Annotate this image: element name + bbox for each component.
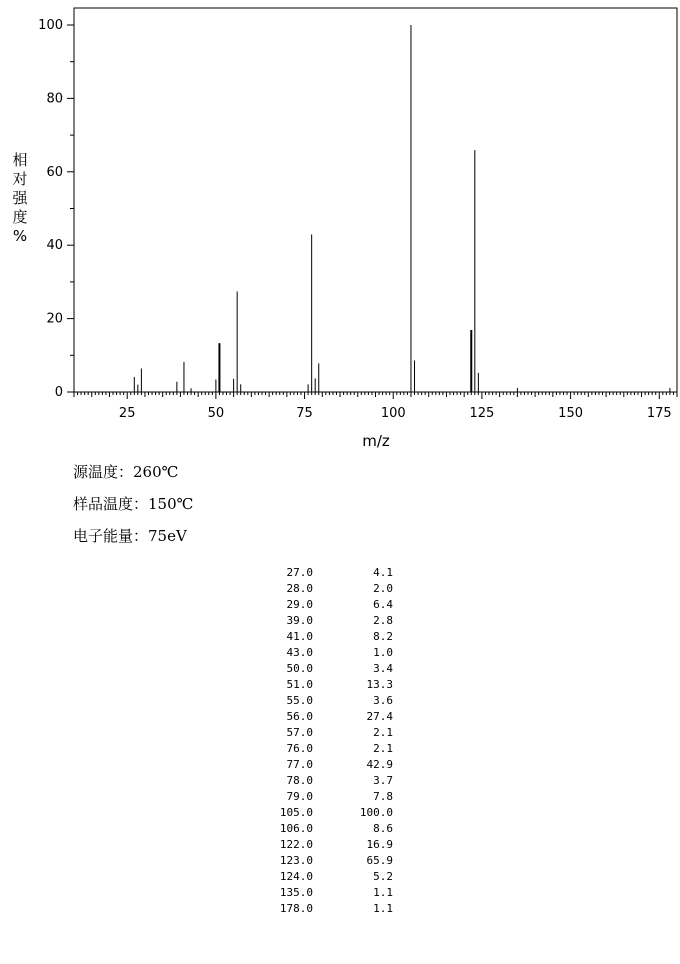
x-tick-label: 150: [558, 406, 584, 421]
peak-row: [258, 837, 393, 853]
peak-intensity: 3.7: [373, 774, 393, 787]
x-tick-label: 125: [469, 406, 495, 421]
peak-mz: 28.0: [286, 582, 313, 595]
y-axis-label: [12, 151, 28, 245]
y-axis-label-char: 对: [12, 170, 28, 188]
peak-intensity: 100.0: [359, 806, 393, 819]
y-axis-label-char: 相: [12, 151, 28, 169]
peak-mz: 27.0: [286, 566, 313, 579]
peak-mz: 39.0: [286, 614, 313, 627]
peak-table: [258, 565, 393, 917]
x-tick-label: 25: [118, 406, 136, 421]
peak-row: [258, 565, 393, 581]
peak-mz: 76.0: [286, 742, 313, 755]
peak-row: [258, 757, 393, 773]
y-tick-label: 60: [46, 164, 63, 180]
peak-row: [258, 773, 393, 789]
peak-mz: 43.0: [286, 646, 313, 659]
source-temperature: 源温度：260℃: [73, 463, 179, 481]
peak-row: [258, 613, 393, 629]
peak-mz: 105.0: [279, 806, 313, 819]
peak-row: [258, 853, 393, 869]
x-axis-label: m/z: [362, 432, 390, 450]
peak-intensity: 7.8: [373, 790, 393, 803]
y-axis-label-char: 度: [12, 208, 28, 226]
peak-mz: 57.0: [286, 726, 313, 739]
x-tick-label: 100: [380, 406, 406, 421]
y-tick-label: 20: [46, 311, 63, 327]
y-axis-label-char: 强: [12, 189, 28, 207]
peak-mz: 135.0: [279, 886, 313, 899]
peak-mz: 78.0: [286, 774, 313, 787]
peak-row: [258, 869, 393, 885]
peak-row: [258, 693, 393, 709]
peak-row: [258, 901, 393, 917]
sample-temperature: 样品温度：150℃: [73, 495, 194, 513]
x-tick-label: 175: [646, 406, 672, 421]
peak-intensity: 65.9: [366, 854, 393, 867]
peak-intensity: 5.2: [373, 870, 393, 883]
y-axis-label-char: %: [12, 227, 28, 245]
peak-row: [258, 789, 393, 805]
peak-intensity: 2.0: [373, 582, 393, 595]
peak-mz: 55.0: [286, 694, 313, 707]
peak-intensity: 6.4: [373, 598, 393, 611]
peak-row: [258, 661, 393, 677]
peak-mz: 178.0: [279, 902, 313, 915]
peak-mz: 29.0: [286, 598, 313, 611]
peak-row: [258, 645, 393, 661]
peak-mz: 124.0: [279, 870, 313, 883]
peak-row: [258, 709, 393, 725]
conditions-block: [73, 460, 193, 556]
peak-mz: 106.0: [279, 822, 313, 835]
peak-intensity: 4.1: [373, 566, 393, 579]
peak-intensity: 8.6: [373, 822, 393, 835]
plot-frame: [74, 8, 677, 392]
y-tick-label: 80: [46, 91, 63, 107]
peak-intensity: 2.1: [373, 726, 393, 739]
peak-mz: 77.0: [286, 758, 313, 771]
peak-intensity: 1.1: [373, 902, 393, 915]
peak-intensity: 3.4: [373, 662, 393, 675]
peak-intensity: 3.6: [373, 694, 393, 707]
peak-mz: 56.0: [286, 710, 313, 723]
mass-spectrum-chart: [0, 0, 680, 460]
peak-intensity: 1.1: [373, 886, 393, 899]
y-tick-label: 40: [46, 238, 63, 254]
peak-intensity: 42.9: [366, 758, 393, 771]
peak-intensity: 8.2: [373, 630, 393, 643]
peak-mz: 50.0: [286, 662, 313, 675]
peak-mz: 79.0: [286, 790, 313, 803]
y-tick-label: 100: [38, 18, 63, 33]
y-tick-label: 0: [54, 385, 63, 400]
peak-row: [258, 581, 393, 597]
peak-intensity: 27.4: [366, 710, 393, 723]
peak-intensity: 16.9: [366, 838, 393, 851]
peak-row: [258, 677, 393, 693]
peak-row: [258, 725, 393, 741]
electron-energy: 电子能量：75eV: [73, 527, 187, 545]
peak-row: [258, 597, 393, 613]
peak-mz: 123.0: [279, 854, 313, 867]
x-tick-label: 50: [207, 406, 225, 421]
peak-intensity: 2.1: [373, 742, 393, 755]
peak-intensity: 2.8: [373, 614, 393, 627]
x-tick-label: 75: [296, 406, 313, 421]
peak-row: [258, 629, 393, 645]
peak-intensity: 13.3: [366, 678, 393, 691]
peak-mz: 41.0: [286, 630, 313, 643]
peak-row: [258, 741, 393, 757]
peak-intensity: 1.0: [373, 646, 393, 659]
peak-mz: 122.0: [279, 838, 313, 851]
peak-row: [258, 885, 393, 901]
peak-row: [258, 805, 393, 821]
peak-row: [258, 821, 393, 837]
peak-mz: 51.0: [286, 678, 313, 691]
